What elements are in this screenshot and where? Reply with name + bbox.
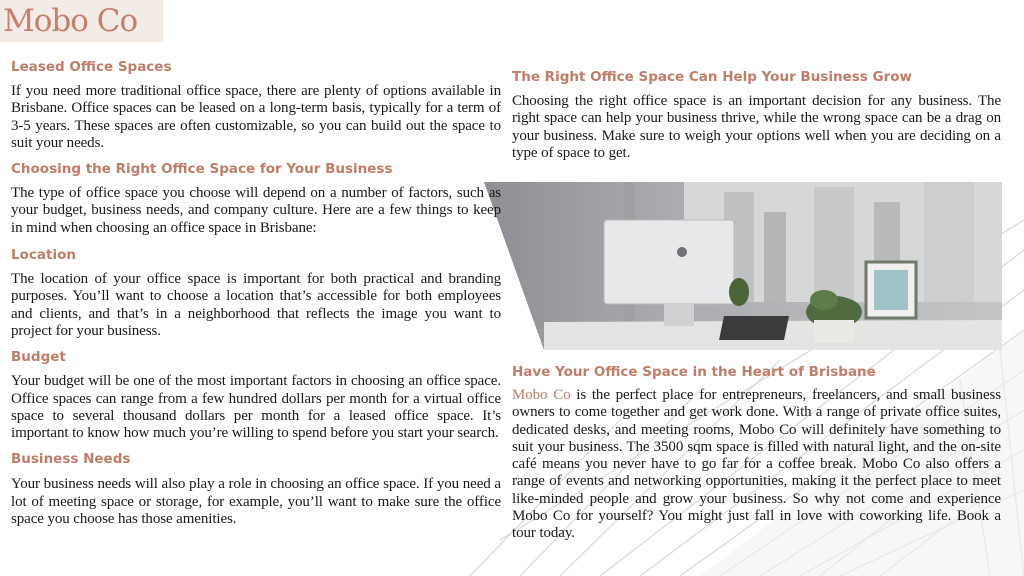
heading-business-needs: Business Needs xyxy=(11,451,131,468)
heading-leased-office-spaces: Leased Office Spaces xyxy=(11,59,172,75)
paragraph-right-office-space-grow: Choosing the right office space is an important decision for any business. The right space can help your business thrive, while the wrong space can be a drag on your business. Make sure to weigh your options well when you are deciding on a type of space to get. xyxy=(512,93,1001,161)
heading-heart-of-brisbane: Have Your Office Space in the Heart of Brisbane xyxy=(512,364,876,380)
left-column xyxy=(11,58,501,528)
paragraph-leased-office-spaces: If you need more traditional office space, there are plenty of options available in Brisbane. Office spaces can be leased on a long-term basis, typically for a term of 3-5 years. These spaces are often customizable, so you can build out the space to suit your needs. xyxy=(11,83,501,151)
logo-text: Mobo Co xyxy=(3,2,138,39)
paragraph-budget: Your budget will be one of the most important factors in choosing an office space. Office spaces can range from a few hundred dollars per month for a virtual office space to several thousand dollars per month for a leased office space. It’s important to know how much you’re willing to spend before you start your search. xyxy=(11,373,501,442)
heading-right-office-space-grow: The Right Office Space Can Help Your Business Grow xyxy=(512,69,913,85)
mobo-co-logo xyxy=(0,0,163,42)
paragraph-choosing-office-space: The type of office space you choose will depend on a number of factors, such as your budget, business needs, and company culture. Here are a few things to keep in mind when choosing an office space in Brisbane: xyxy=(11,185,501,236)
right-column-bottom xyxy=(512,363,1001,543)
paragraph-business-needs: Your business needs will also play a role in choosing an office space. If you need a lot of meeting space or storage, for example, you’ll want to make sure the office space you choose has those amenities. xyxy=(11,476,501,528)
heading-budget: Budget xyxy=(11,349,66,366)
office-desk-photo xyxy=(484,182,1002,350)
right-column-top xyxy=(512,68,1001,162)
heading-choosing-office-space: Choosing the Right Office Space for Your Business xyxy=(11,161,393,178)
heading-location: Location xyxy=(11,247,76,264)
brand-name-mobo-co: Mobo Co xyxy=(512,387,571,403)
paragraph-heart-of-brisbane-text: is the perfect place for entrepreneurs, freelancers, and small business owners to come together and get work done. With a range of private office suites, dedicated desks, and meeting rooms, Mobo Co will definitely have something to suit your business. The 3500 sqm space is filled with natural light, and the on-site café means you never have to go far for a coffee break. Mobo Co also offers a range of events and networking opportunities, making it the perfect place to meet like-minded people and grow your business. So why not come and experience Mobo Co for yourself? You might just fall in love with coworking life. Book a tour today. xyxy=(512,387,1001,542)
paragraph-location: The location of your office space is important for both practical and branding purposes. You’ll want to choose a location that’s accessible for both employees and clients, and that’s in a neighborhood that reflects the image you want to project for your business. xyxy=(11,271,501,339)
paragraph-heart-of-brisbane xyxy=(512,387,1001,543)
